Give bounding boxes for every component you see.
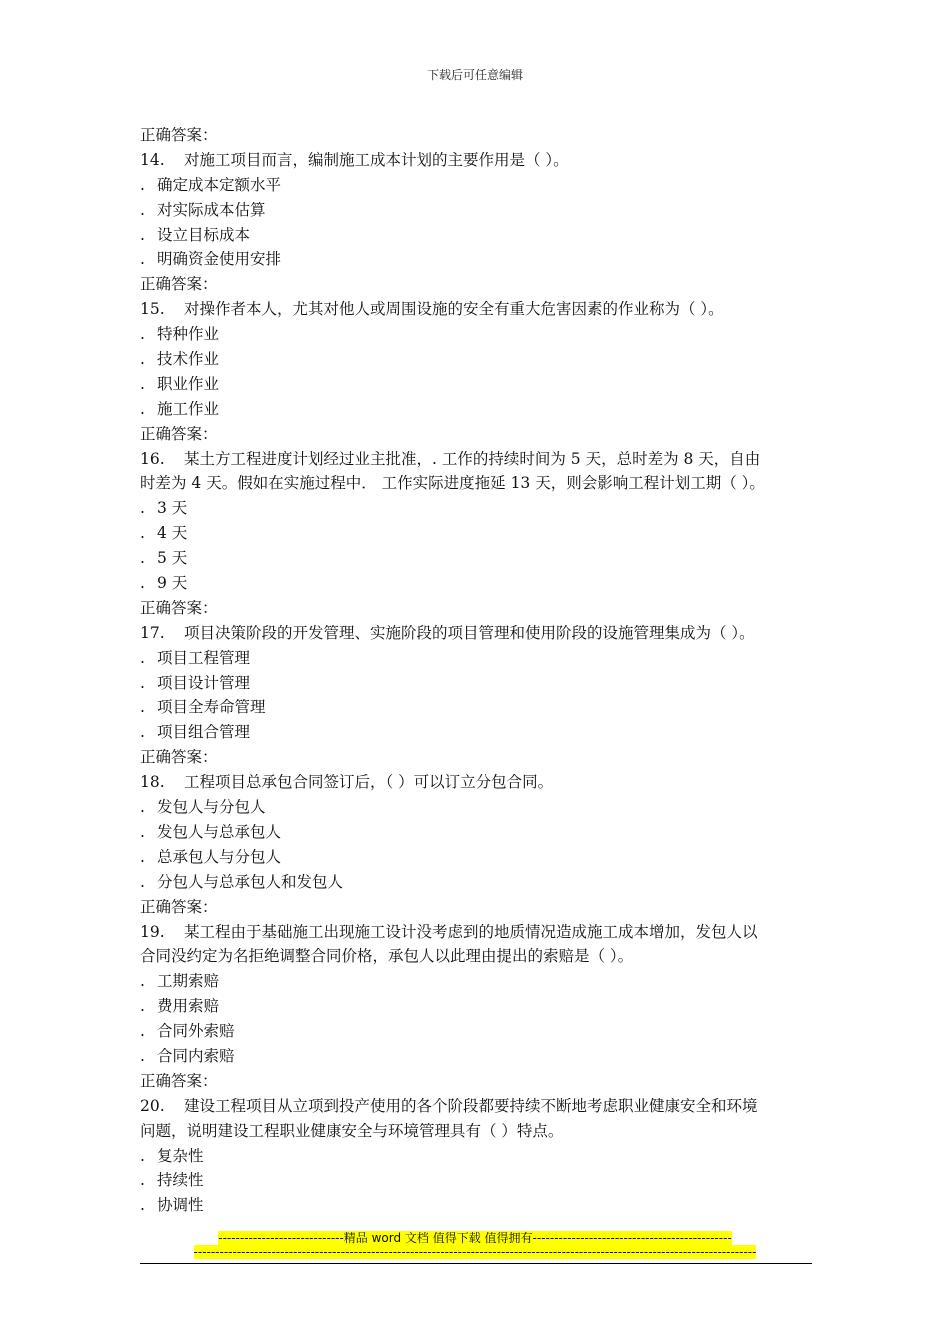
option-text: 复杂性 xyxy=(157,1146,204,1165)
answer-label: 正确答案： xyxy=(140,424,218,443)
option-text: 设立目标成本 xyxy=(157,225,251,244)
option xyxy=(140,322,812,347)
option-text: 对实际成本估算 xyxy=(157,200,266,219)
option xyxy=(140,198,812,223)
option-marker: . xyxy=(140,847,145,866)
option-marker: . xyxy=(140,1022,145,1041)
question-text: 项目决策阶段的开发管理、实施阶段的项目管理和使用阶段的设施管理集成为（ ）。 xyxy=(184,623,755,642)
option xyxy=(140,994,812,1019)
question-text: 对操作者本人，尤其对他人或周围设施的安全有重大危害因素的作业称为（ ）。 xyxy=(184,300,724,319)
option-text: 5 天 xyxy=(157,549,188,568)
option xyxy=(140,223,812,248)
option xyxy=(140,372,812,397)
footer-banner-line1 xyxy=(0,1229,950,1246)
option-text: 分包人与总承包人和发包人 xyxy=(157,872,344,891)
footer-dashes: ---------------------------------------------------------------------------------------------------------------------------------- xyxy=(193,1245,757,1259)
question-text-line2: 问题，说明建设工程职业健康安全与环境管理具有（ ）特点。 xyxy=(140,1121,564,1140)
option-marker: . xyxy=(140,325,145,344)
footer-divider xyxy=(140,1263,812,1264)
option-marker: . xyxy=(140,1171,145,1190)
question-number: 17. xyxy=(140,623,165,642)
option-text: 工期索赔 xyxy=(157,972,220,991)
option-text: 费用索赔 xyxy=(157,997,220,1016)
option-text: 施工作业 xyxy=(157,399,220,418)
option-marker: . xyxy=(140,673,145,692)
question-text-line1: 某工程由于基础施工出现施工设计没考虑到的地质情况造成施工成本增加，发包人以 xyxy=(184,922,758,941)
footer-banner-text: -----------------------------精品 word 文档 值得下载 值得拥有---------------------------------------------- xyxy=(218,1231,732,1245)
answer-label: 正确答案： xyxy=(140,275,218,294)
option-text: 项目工程管理 xyxy=(157,648,251,667)
option-text: 9 天 xyxy=(157,574,188,593)
question-17 xyxy=(140,621,812,646)
option-marker: . xyxy=(140,225,145,244)
question-20 xyxy=(140,1094,812,1119)
option-marker: . xyxy=(140,350,145,369)
option-marker: . xyxy=(140,648,145,667)
option xyxy=(140,571,812,596)
option xyxy=(140,521,812,546)
option-marker: . xyxy=(140,1046,145,1065)
option-text: 确定成本定额水平 xyxy=(157,175,282,194)
question-15 xyxy=(140,297,812,322)
option xyxy=(140,820,812,845)
answer-label: 正确答案： xyxy=(140,897,218,916)
option-text: 持续性 xyxy=(157,1171,204,1190)
option xyxy=(140,646,812,671)
option-marker: . xyxy=(140,972,145,991)
option xyxy=(140,546,812,571)
option-text: 3 天 xyxy=(157,499,188,518)
question-number: 19. xyxy=(140,922,165,941)
option-text: 4 天 xyxy=(157,524,188,543)
option-marker: . xyxy=(140,175,145,194)
question-text-line2: 时差为 4 天。假如在实施过程中． 工作实际进度拖延 13 天，则会影响工程计划工期（ ）。 xyxy=(140,474,765,493)
option-text: 合同外索赔 xyxy=(157,1022,235,1041)
option-marker: . xyxy=(140,374,145,393)
question-text-line1: 某土方工程进度计划经过业主批准，. 工作的持续时间为 5 天，总时差为 8 天，自由 xyxy=(184,449,761,468)
question-19 xyxy=(140,920,812,945)
option-marker: . xyxy=(140,200,145,219)
option-text: 特种作业 xyxy=(157,325,220,344)
option-text: 项目全寿命管理 xyxy=(157,698,266,717)
question-number: 16. xyxy=(140,449,165,468)
option xyxy=(140,347,812,372)
option-text: 项目设计管理 xyxy=(157,673,251,692)
option-marker: . xyxy=(140,997,145,1016)
option xyxy=(140,1168,812,1193)
option xyxy=(140,720,812,745)
option-marker: . xyxy=(140,399,145,418)
option-text: 发包人与总承包人 xyxy=(157,822,282,841)
option xyxy=(140,397,812,422)
question-number: 18. xyxy=(140,773,165,792)
option-marker: . xyxy=(140,798,145,817)
option xyxy=(140,870,812,895)
option-text: 总承包人与分包人 xyxy=(157,847,282,866)
question-number: 14. xyxy=(140,150,165,169)
question-list xyxy=(140,123,812,1218)
question-text: 对施工项目而言，编制施工成本计划的主要作用是（ ）。 xyxy=(184,150,569,169)
option-marker: . xyxy=(140,1196,145,1215)
question-16 xyxy=(140,447,812,472)
question-text-line1: 建设工程项目从立项到投产使用的各个阶段都要持续不断地考虑职业健康安全和环境 xyxy=(184,1096,758,1115)
option xyxy=(140,845,812,870)
option-marker: . xyxy=(140,822,145,841)
option xyxy=(140,671,812,696)
question-text-line2: 合同没约定为名拒绝调整合同价格，承包人以此理由提出的索赔是（ ）。 xyxy=(140,947,634,966)
option-marker: . xyxy=(140,723,145,742)
option xyxy=(140,695,812,720)
option-marker: . xyxy=(140,1146,145,1165)
option-text: 发包人与分包人 xyxy=(157,798,266,817)
option-marker: . xyxy=(140,499,145,518)
answer-label: 正确答案： xyxy=(140,748,218,767)
question-number: 20. xyxy=(140,1096,165,1115)
option-marker: . xyxy=(140,549,145,568)
option-marker: . xyxy=(140,574,145,593)
option xyxy=(140,795,812,820)
option-marker: . xyxy=(140,872,145,891)
option-marker: . xyxy=(140,698,145,717)
page-header-note: 下载后可任意编辑 xyxy=(426,68,523,82)
option xyxy=(140,1019,812,1044)
answer-label: 正确答案： xyxy=(140,1071,218,1090)
option xyxy=(140,1193,812,1218)
footer-banner-line2 xyxy=(0,1245,950,1259)
option xyxy=(140,247,812,272)
option-text: 合同内索赔 xyxy=(157,1046,235,1065)
option-marker: . xyxy=(140,524,145,543)
option-text: 协调性 xyxy=(157,1196,204,1215)
option-text: 明确资金使用安排 xyxy=(157,250,282,269)
option-text: 项目组合管理 xyxy=(157,723,251,742)
option xyxy=(140,173,812,198)
answer-label: 正确答案： xyxy=(140,598,218,617)
option xyxy=(140,496,812,521)
question-text: 工程项目总承包合同签订后，（ ）可以订立分包合同。 xyxy=(184,773,554,792)
option-marker: . xyxy=(140,250,145,269)
option xyxy=(140,969,812,994)
question-18 xyxy=(140,770,812,795)
option xyxy=(140,1044,812,1069)
option-text: 职业作业 xyxy=(157,374,220,393)
option xyxy=(140,1144,812,1169)
question-number: 15. xyxy=(140,300,165,319)
answer-label: 正确答案： xyxy=(140,126,218,144)
question-14 xyxy=(140,148,812,173)
option-text: 技术作业 xyxy=(157,350,220,369)
